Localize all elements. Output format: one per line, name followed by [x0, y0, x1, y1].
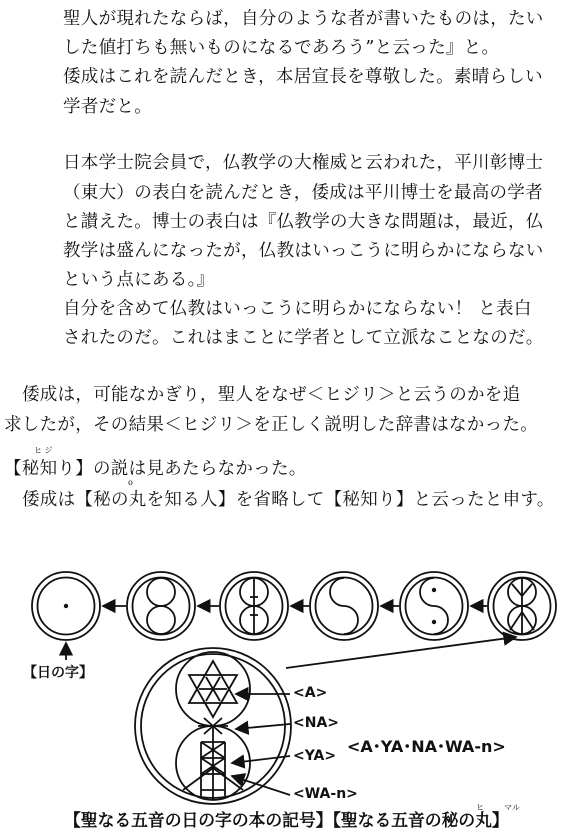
- ruby-annotation: ヒ: [476, 803, 484, 812]
- label-na: <NA>: [293, 715, 340, 731]
- text-line: （東大）の表白を読んだとき，倭成は平川博士を最高の学者: [63, 183, 543, 203]
- text-line: 日本学士院会員で，仏教学の大権威と云われた，平川彰博士: [63, 153, 544, 173]
- circle-symbol-two-circles: [127, 572, 195, 640]
- text-line: と讃えた。博士の表白は『仏教学の大きな問題は，最近，仏: [63, 212, 544, 232]
- text-line: 教学は盛んになったが，仏教はいっこうに明らかにならない: [63, 241, 544, 261]
- text-line: した値打ちも無いものになるであろう”と云った』と。: [63, 38, 500, 58]
- text-line: 求したが，その結果＜ヒジリ＞を正しく説明した辞書はなかった。: [4, 415, 538, 435]
- text-line: 自分を含めて仏教はいっこうに明らかにならない！ と表白: [63, 299, 532, 319]
- label-a-ya-na-wa-n: <A･YA･NA･WA-n>: [347, 737, 506, 756]
- label-wa-n: <WA-n>: [293, 786, 358, 802]
- ruby-annotation: マル: [504, 803, 520, 812]
- text-line: 倭成は【秘の丸を知る人】を省略して【秘知り】と云ったと申す。: [22, 490, 555, 510]
- label-a: <A>: [293, 685, 328, 701]
- figure-caption: 【聖なる五音の日の字の本の記号】【聖なる五音の秘の丸】: [64, 810, 509, 830]
- ruby-annotation: o: [128, 478, 133, 487]
- circle-symbol-tree: [488, 572, 556, 640]
- text-line: 【秘知り】の説は見あたらなかった。: [4, 459, 307, 479]
- hi-no-ji-label: 【日の字】: [23, 665, 93, 681]
- circle-symbol-circles-axis: [220, 572, 288, 640]
- text-line: 倭成はこれを読んだとき，本居宣長を尊敬した。素晴らしい: [63, 67, 543, 87]
- text-line: されたのだ。これはまことに学者として立派なことなのだ。: [63, 328, 544, 348]
- text-line: 聖人が現れたならば，自分のような者が書いたものは，たい: [63, 9, 544, 29]
- text-line: 倭成は，可能なかぎり，聖人をなぜ＜ヒジリ＞と云うのかを追: [22, 385, 521, 405]
- text-line: という点にある。』: [63, 270, 215, 290]
- circle-symbol-dot: [32, 572, 100, 640]
- text-line: 学者だと。: [63, 97, 152, 117]
- ruby-annotation: ヒ ジ: [34, 446, 53, 455]
- circle-symbol-s-curve: [310, 572, 378, 640]
- circle-symbol-yin-yang: [400, 572, 468, 640]
- label-ya: <YA>: [293, 748, 337, 764]
